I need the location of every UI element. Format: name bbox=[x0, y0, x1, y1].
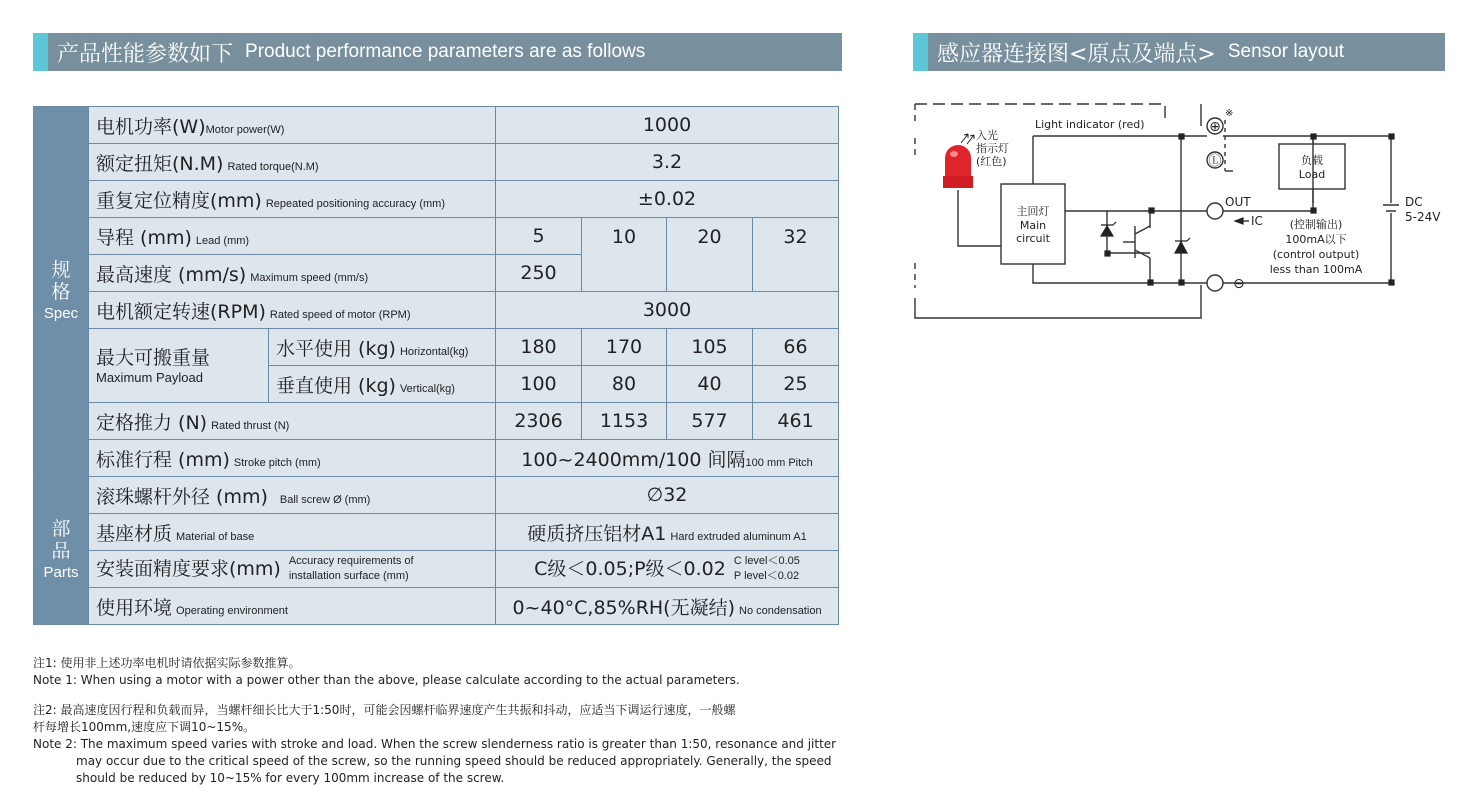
note-mark: ※ bbox=[1225, 108, 1234, 119]
frame-top-dashed bbox=[915, 104, 1165, 118]
table-row bbox=[34, 218, 839, 255]
ic-label: IC bbox=[1251, 214, 1263, 228]
row-value: 577 bbox=[667, 403, 753, 440]
label-en: Vertical(kg) bbox=[399, 382, 455, 395]
row-value: 5 bbox=[496, 218, 582, 255]
row-value: 105 bbox=[667, 329, 753, 366]
junction-dot bbox=[1311, 208, 1316, 213]
note-1 bbox=[33, 655, 853, 689]
control-output-limit: less than 100mA bbox=[1269, 263, 1363, 276]
label-en bbox=[289, 554, 414, 584]
main-circuit-en-1: Main bbox=[1019, 219, 1047, 232]
row-value: 40 bbox=[667, 366, 753, 403]
row-label bbox=[89, 440, 496, 477]
label-en: Ball screw Ø (mm) bbox=[279, 493, 371, 506]
junction-dot bbox=[1311, 134, 1316, 139]
label-zh: 额定扭矩(N.M) bbox=[96, 152, 224, 175]
terminal-minus bbox=[1207, 275, 1223, 291]
row-label bbox=[89, 551, 496, 588]
junction-dot bbox=[1105, 251, 1110, 256]
dc-battery bbox=[1383, 205, 1399, 211]
label-zh: 基座材质 bbox=[96, 522, 173, 545]
table-row bbox=[34, 477, 839, 514]
row-value: 10 bbox=[582, 218, 667, 292]
row-value bbox=[496, 440, 839, 477]
row-value bbox=[496, 514, 839, 551]
header-accent-bar bbox=[33, 33, 48, 71]
dc-voltage-label: 5-24V bbox=[1405, 210, 1441, 224]
junction-dot bbox=[1179, 134, 1184, 139]
label-zh: 滚珠螺杆外径 (mm) bbox=[96, 485, 268, 508]
label-zh: 安装面精度要求(mm) bbox=[96, 557, 281, 580]
value-en: Hard extruded aluminum A1 bbox=[670, 530, 807, 543]
label-en: Lead (mm) bbox=[195, 234, 250, 247]
dc-label: DC bbox=[1405, 195, 1423, 209]
group-parts-en: Parts bbox=[43, 563, 79, 581]
row-label bbox=[89, 514, 496, 551]
table-row bbox=[34, 403, 839, 440]
label-en: Repeated positioning accuracy (mm) bbox=[265, 197, 445, 210]
row-label bbox=[89, 588, 496, 625]
value-en: No condensation bbox=[739, 604, 822, 617]
label-en: Rated torque(N.M) bbox=[227, 160, 319, 173]
row-value: 20 bbox=[667, 218, 753, 292]
table-row bbox=[34, 107, 839, 144]
row-value: 3000 bbox=[496, 292, 839, 329]
row-label bbox=[89, 329, 269, 403]
row-value: 1000 bbox=[496, 107, 839, 144]
group-spec-zh-1: 规 bbox=[51, 258, 71, 281]
label-zh: 重复定位精度(mm) bbox=[96, 189, 262, 212]
row-value: ∅32 bbox=[496, 477, 839, 514]
junction-dot bbox=[1389, 280, 1394, 285]
table-row bbox=[34, 440, 839, 477]
note-1-en: Note 1: When using a motor with a power other than the above, please calculate according to the actual parameters. bbox=[33, 673, 740, 687]
label-zh: 导程 (mm) bbox=[96, 226, 192, 249]
note-2-zh-line-1: 注2: 最高速度因行程和负载而异，当螺杆细长比大于1:50时，可能会因螺杆临界速度产生共振和抖动，应适当下调运行速度，一般螺 bbox=[33, 703, 736, 717]
note-2-en-line-1: Note 2: The maximum speed varies with stroke and load. When the screw slenderness ratio is greater than 1:50, resonance and jitter bbox=[33, 737, 837, 751]
table-row bbox=[34, 144, 839, 181]
header-title-en: Product performance parameters are as follows bbox=[245, 41, 646, 62]
table-row bbox=[34, 292, 839, 329]
row-value: 3.2 bbox=[496, 144, 839, 181]
zener-bar-left bbox=[1101, 222, 1116, 225]
incident-light-label-2: 指示灯 bbox=[976, 142, 1009, 155]
row-value: 32 bbox=[753, 218, 839, 292]
label-zh: 定格推力 (N) bbox=[96, 411, 208, 434]
light-indicator-label: Light indicator (red) bbox=[1035, 118, 1145, 131]
row-value bbox=[496, 588, 839, 625]
label-zh: 最大可搬重量 bbox=[96, 346, 211, 369]
zener-diode-right bbox=[1175, 242, 1187, 253]
row-value bbox=[496, 551, 839, 588]
row-label bbox=[89, 477, 496, 514]
main-circuit-en-2: circuit bbox=[1016, 232, 1050, 245]
note-2-en-line-3: should be reduced by 10~15% for every 100mm increase of the screw. bbox=[76, 771, 505, 785]
label-en: Material of base bbox=[176, 530, 255, 543]
label-zh: 电机功率(W) bbox=[96, 115, 206, 138]
junction-dot bbox=[1148, 280, 1153, 285]
value-en bbox=[734, 554, 800, 584]
plus-terminal-icon: ⊕ bbox=[1209, 119, 1221, 135]
minus-terminal-icon: ⊖ bbox=[1233, 276, 1245, 292]
row-value: 80 bbox=[582, 366, 667, 403]
row-label bbox=[89, 292, 496, 329]
group-spec-zh-2: 格 bbox=[51, 280, 71, 303]
row-value: 2306 bbox=[496, 403, 582, 440]
row-label bbox=[89, 107, 496, 144]
header-title-en: Sensor layout bbox=[1227, 41, 1345, 62]
value-zh: 硬质挤压铝材A1 bbox=[527, 522, 667, 545]
label-en: Maximum speed (mm/s) bbox=[250, 271, 369, 284]
table-row bbox=[34, 329, 839, 366]
row-value: 66 bbox=[753, 329, 839, 366]
zener-bar-right bbox=[1175, 238, 1190, 241]
row-label bbox=[89, 181, 496, 218]
row-label bbox=[89, 255, 496, 292]
label-zh: 使用环境 bbox=[96, 596, 173, 619]
control-output-ma: 100mA以下 bbox=[1285, 233, 1347, 246]
label-zh: 垂直使用 (kg) bbox=[276, 374, 396, 397]
row-label bbox=[89, 403, 496, 440]
label-en: Horizontal(kg) bbox=[399, 345, 469, 358]
load-zh: 负载 bbox=[1301, 154, 1323, 167]
label-en-line-1: Accuracy requirements of bbox=[288, 555, 414, 568]
note-2 bbox=[33, 702, 853, 787]
label-en-line-2: installation surface (mm) bbox=[288, 570, 409, 583]
row-label bbox=[269, 329, 496, 366]
label-en: Rated thrust (N) bbox=[211, 419, 290, 432]
load-en: Load bbox=[1298, 168, 1326, 181]
table-row bbox=[34, 514, 839, 551]
value-en-line-1: C level＜0.05 bbox=[733, 555, 800, 568]
header-title-zh: 产品性能参数如下 bbox=[57, 41, 234, 67]
row-value: ±0.02 bbox=[496, 181, 839, 218]
main-circuit-zh: 主回灯 bbox=[1016, 205, 1050, 218]
label-en: Motor power(W) bbox=[205, 123, 285, 136]
label-en: Rated speed of motor (RPM) bbox=[269, 308, 411, 321]
table-row bbox=[34, 588, 839, 625]
label-zh: 最高速度 (mm/s) bbox=[96, 263, 247, 286]
header-accent-bar bbox=[913, 33, 928, 71]
row-value: 25 bbox=[753, 366, 839, 403]
frame-bottom bbox=[915, 285, 1201, 318]
wire-zener-left bbox=[1107, 211, 1150, 253]
row-value: 461 bbox=[753, 403, 839, 440]
junction-dot bbox=[1389, 134, 1394, 139]
ic-arrow bbox=[1235, 218, 1243, 224]
label-en: Stroke pitch (mm) bbox=[233, 456, 321, 469]
l-terminal-icon: Ⓛ bbox=[1208, 154, 1222, 169]
value-zh: C级＜0.05;P级＜0.02 bbox=[534, 557, 726, 580]
sensor-layout-diagram bbox=[913, 98, 1453, 328]
group-parts bbox=[34, 477, 89, 625]
junction-dot bbox=[1179, 280, 1184, 285]
row-value: 250 bbox=[496, 255, 582, 292]
header-title-zh: 感应器连接图<原点及端点> bbox=[937, 41, 1216, 67]
terminal-out bbox=[1207, 203, 1223, 219]
red-light-icon bbox=[943, 145, 973, 188]
table-row bbox=[34, 551, 839, 588]
label-en: Operating environment bbox=[176, 604, 288, 617]
value-en-line-2: P level＜0.02 bbox=[733, 570, 800, 583]
performance-table bbox=[33, 106, 839, 625]
value-zh: 100~2400mm/100 间隔 bbox=[521, 448, 746, 471]
value-en: 100 mm Pitch bbox=[745, 456, 813, 469]
label-zh: 标准行程 (mm) bbox=[96, 448, 230, 471]
junction-dot bbox=[1149, 208, 1154, 213]
zener-diode-left bbox=[1101, 226, 1113, 236]
row-label bbox=[89, 144, 496, 181]
note-2-en-line-2: may occur due to the critical speed of the screw, so the running speed should be reduced appropriately. Generally, the speed bbox=[76, 754, 832, 768]
row-value: 1153 bbox=[582, 403, 667, 440]
group-spec bbox=[34, 107, 89, 477]
incident-light-label-3: (红色) bbox=[976, 155, 1007, 168]
row-label bbox=[269, 366, 496, 403]
note-2-zh-line-2: 杆每增长100mm,速度应下调10~15%。 bbox=[33, 720, 256, 734]
row-label bbox=[89, 218, 496, 255]
label-en: Maximum Payload bbox=[96, 369, 203, 385]
product-performance-header bbox=[33, 33, 842, 71]
row-value: 180 bbox=[496, 329, 582, 366]
group-spec-en: Spec bbox=[43, 304, 79, 322]
group-parts-zh-2: 品 bbox=[51, 539, 71, 562]
table-row bbox=[34, 181, 839, 218]
control-output-en: (control output) bbox=[1272, 248, 1360, 261]
sensor-layout-header bbox=[913, 33, 1445, 71]
group-parts-zh-1: 部 bbox=[51, 517, 71, 540]
value-zh: 0~40°C,85%RH(无凝结) bbox=[512, 596, 736, 619]
control-output-zh: (控制输出) bbox=[1289, 218, 1343, 231]
incident-light-label-1: 入光 bbox=[976, 129, 998, 142]
label-zh: 水平使用 (kg) bbox=[276, 337, 396, 360]
label-zh: 电机额定转速(RPM) bbox=[96, 300, 266, 323]
note-1-zh: 注1: 使用非上述功率电机时请依据实际参数推算。 bbox=[33, 656, 301, 670]
out-label: OUT bbox=[1225, 195, 1251, 209]
light-wire bbox=[958, 190, 1001, 246]
incident-light-arrows-icon bbox=[961, 134, 974, 144]
row-value: 100 bbox=[496, 366, 582, 403]
row-value: 170 bbox=[582, 329, 667, 366]
